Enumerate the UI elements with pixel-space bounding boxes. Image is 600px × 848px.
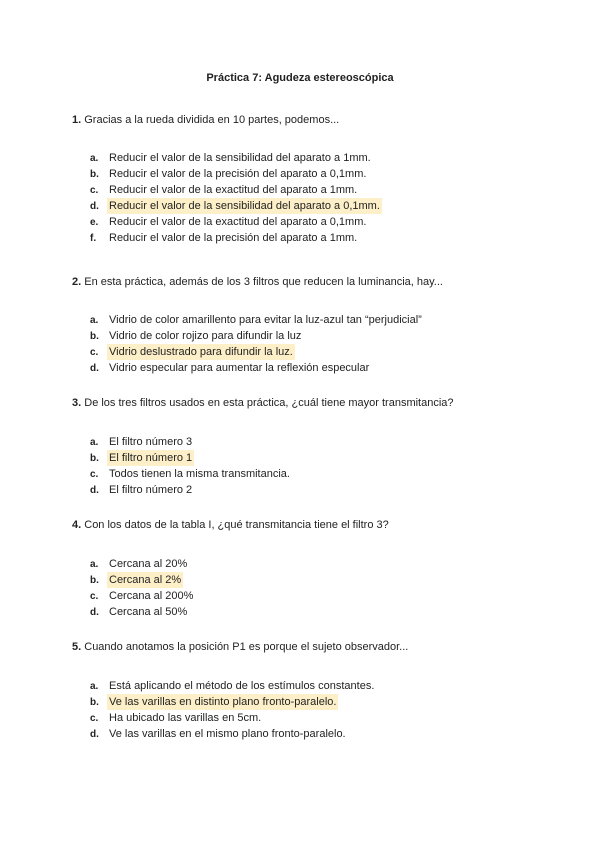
question-1 [72, 114, 339, 126]
option-1a [90, 150, 382, 166]
option-2c [90, 344, 424, 360]
option-letter: a. [90, 559, 99, 570]
option-text: El filtro número 2 [109, 484, 193, 496]
option-text: Cercana al 50% [109, 606, 188, 618]
question-2-options [90, 312, 424, 376]
option-text: Cercana al 20% [109, 558, 188, 570]
option-text: El filtro número 1 [109, 452, 193, 464]
option-letter: a. [90, 153, 99, 164]
question-number: 2. [72, 276, 82, 288]
option-letter: b. [90, 169, 99, 180]
option-text: Ha ubicado las varillas en 5cm. [109, 712, 262, 724]
option-letter: a. [90, 437, 99, 448]
question-4-options [90, 556, 195, 620]
option-1e [90, 214, 382, 230]
question-number: 1. [72, 114, 82, 126]
option-letter: a. [90, 315, 99, 326]
option-1b [90, 166, 382, 182]
option-letter: b. [90, 697, 99, 708]
option-letter: b. [90, 575, 99, 586]
question-text: Con los datos de la tabla I, ¿qué transmitancia tiene el filtro 3? [84, 519, 389, 531]
page-title: Práctica 7: Agudeza estereoscópica [206, 72, 394, 84]
option-letter: c. [90, 713, 99, 724]
question-number: 5. [72, 641, 82, 653]
option-letter: c. [90, 469, 99, 480]
option-letter: c. [90, 591, 99, 602]
option-letter: d. [90, 201, 99, 212]
question-text: De los tres filtros usados en esta práctica, ¿cuál tiene mayor transmitancia? [84, 397, 454, 409]
option-5d [90, 726, 376, 742]
option-letter: c. [90, 347, 99, 358]
option-5c [90, 710, 376, 726]
option-text: Vidrio de color rojizo para difundir la luz [109, 330, 302, 342]
option-text: Está aplicando el método de los estímulos constantes. [109, 680, 375, 692]
option-letter: d. [90, 363, 99, 374]
option-letter: e. [90, 217, 99, 228]
option-text: Todos tienen la misma transmitancia. [109, 468, 290, 480]
option-text: Reducir el valor de la exactitud del aparato a 0,1mm. [109, 216, 367, 228]
option-text: Ve las varillas en el mismo plano fronto-paralelo. [109, 728, 346, 740]
question-5-options [90, 678, 376, 742]
option-3d [90, 482, 292, 498]
option-text: Cercana al 200% [109, 590, 194, 602]
question-text: Gracias a la rueda dividida en 10 partes, podemos... [84, 114, 340, 126]
option-2b [90, 328, 424, 344]
option-4d [90, 604, 195, 620]
option-text: Vidrio de color amarillento para evitar la luz-azul tan “perjudicial” [109, 314, 422, 326]
option-5a [90, 678, 376, 694]
option-1f [90, 230, 382, 246]
option-text: Ve las varillas en distinto plano fronto-paralelo. [109, 696, 337, 708]
option-text: Cercana al 2% [109, 574, 182, 586]
option-5b [90, 694, 376, 710]
question-number: 3. [72, 397, 82, 409]
question-4 [72, 519, 389, 531]
option-4c [90, 588, 195, 604]
option-4a [90, 556, 195, 572]
option-letter: d. [90, 729, 99, 740]
option-letter: d. [90, 485, 99, 496]
question-text: Cuando anotamos la posición P1 es porque el sujeto observador... [84, 641, 409, 653]
option-letter: c. [90, 185, 99, 196]
question-3 [72, 397, 454, 409]
option-letter: d. [90, 607, 99, 618]
option-text: Reducir el valor de la precisión del aparato a 0,1mm. [109, 168, 367, 180]
option-text: Reducir el valor de la sensibilidad del aparato a 1mm. [109, 152, 371, 164]
option-text: Reducir el valor de la exactitud del aparato a 1mm. [109, 184, 358, 196]
option-text: Vidrio deslustrado para difundir la luz. [109, 346, 293, 358]
option-3b [90, 450, 292, 466]
question-number: 4. [72, 519, 82, 531]
question-1-options [90, 150, 382, 246]
option-3c [90, 466, 292, 482]
option-2a [90, 312, 424, 328]
option-letter: a. [90, 681, 99, 692]
option-letter: b. [90, 331, 99, 342]
question-text: En esta práctica, además de los 3 filtros que reducen la luminancia, hay... [84, 276, 443, 288]
option-text: Reducir el valor de la sensibilidad del aparato a 0,1mm. [109, 200, 380, 212]
option-2d [90, 360, 424, 376]
option-text: Reducir el valor de la precisión del aparato a 1mm. [109, 232, 358, 244]
option-text: El filtro número 3 [109, 436, 193, 448]
option-text: Vidrio especular para aumentar la reflexión especular [109, 362, 370, 374]
question-5 [72, 641, 408, 653]
option-4b [90, 572, 195, 588]
option-1d [90, 198, 382, 214]
question-3-options [90, 434, 292, 498]
option-3a [90, 434, 292, 450]
option-letter: f. [90, 233, 97, 244]
option-letter: b. [90, 453, 99, 464]
option-1c [90, 182, 382, 198]
question-2 [72, 276, 443, 288]
